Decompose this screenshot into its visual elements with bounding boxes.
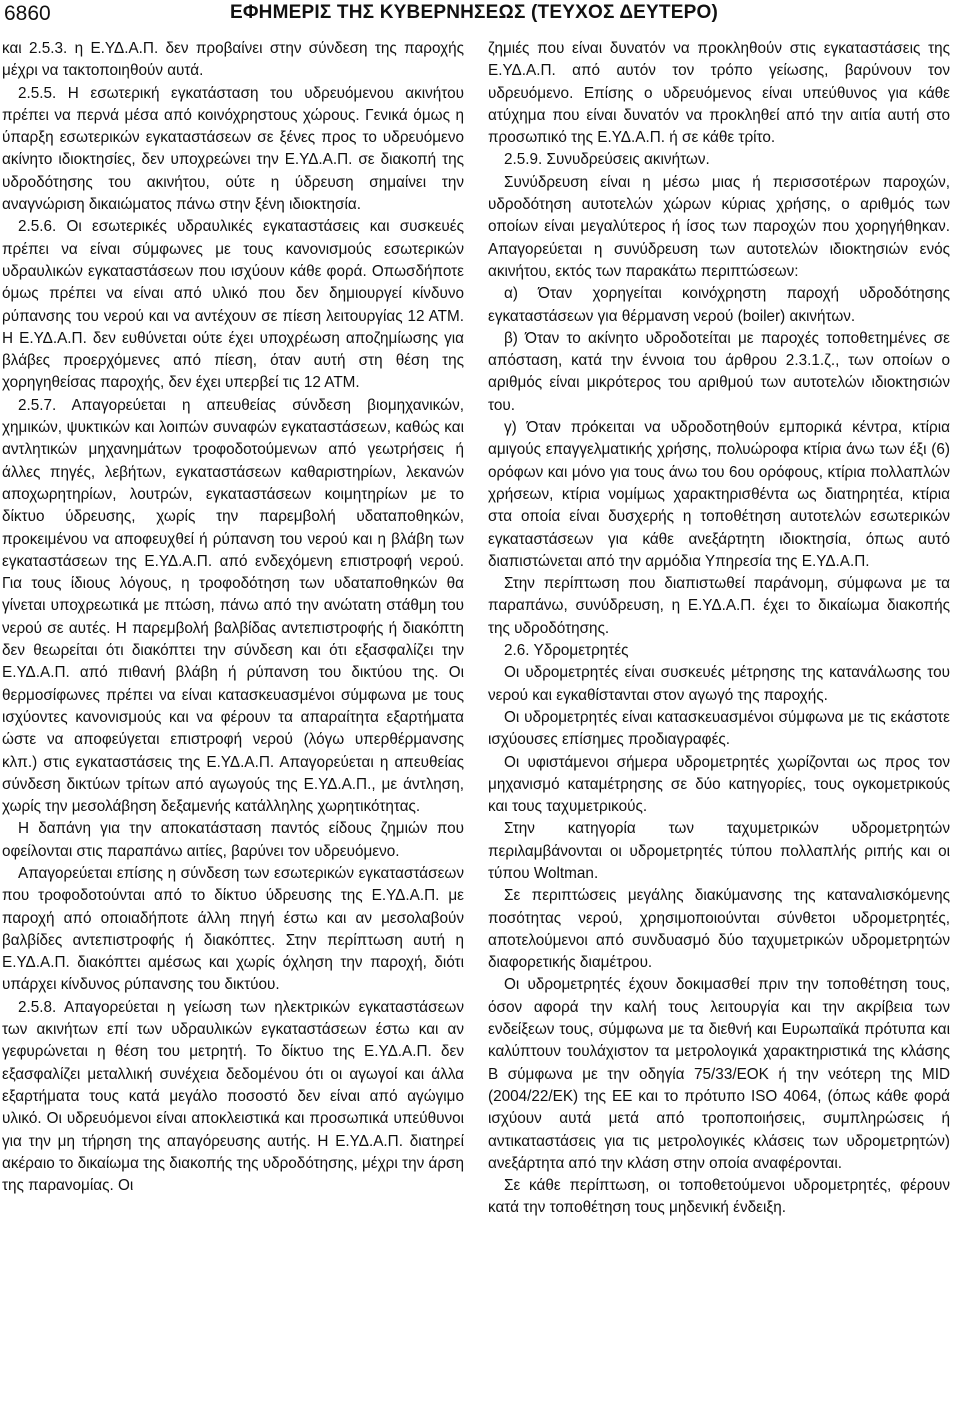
paragraph: Συνύδρευση είναι η μέσω μιας ή περισσοτέρων παροχών, υδροδότηση αυτοτελών χώρων κύριας χρήσης, ο αριθμός των οποίων είναι μεγαλύτερος ή ίσος των παροχών που χορηγήθηκαν. Απαγορεύεται η συνύδρευση των αυτοτελών ιδιοκτησιών ενός ακινήτου, εκτός των παρακάτω περιπτώσεων:: [488, 173, 950, 280]
left-column: [2, 38, 464, 1197]
paragraph: Οι υδρομετρητές είναι συσκευές μέτρησης της κατανάλωσης του νερού και εγκαθίστανται στον αγωγό της παροχής.: [488, 664, 950, 704]
paragraph: Οι υφιστάμενοι σήμερα υδρομετρητές χωρίζονται ως προς τον μηχανισμό καταμέτρησης σε δύο κατηγορίες, τους ογκομετρικούς και τους ταχυμετρικούς.: [488, 753, 950, 816]
paragraph: και 2.5.3. η Ε.ΥΔ.Α.Π. δεν προβαίνει στην σύνδεση της παροχής μέχρι να τακτοποιηθούν αυτά.: [2, 40, 464, 80]
paragraph: Η δαπάνη για την αποκατάσταση παντός είδους ζημιών που οφείλονται στις παραπάνω αιτίες, βαρύνει τον υδρευόμενο.: [2, 820, 464, 860]
paragraph: Στην κατηγορία των ταχυμετρικών υδρομετρητών περιλαμβάνονται οι υδρομετρητές τύπου πολλαπλής ριπής και οι τύπου Woltman.: [488, 820, 950, 882]
list-item: β) Όταν το ακίνητο υδροδοτείται με παροχές τοποθετημένες σε απόσταση, κατά την έννοια του άρθρου 2.3.1.ζ., των οποίων ο αριθμός είναι μικρότερος του αριθμού των αυτοτελών ιδιοκτησιών του.: [488, 329, 950, 414]
right-column: [488, 38, 950, 1220]
paragraph: Σε κάθε περίπτωση, οι τοποθετούμενοι υδρομετρητές, φέρουν κατά την τοποθέτηση τους μηδενική ένδειξη.: [488, 1177, 950, 1217]
paragraph: 2.5.6. Οι εσωτερικές υδραυλικές εγκαταστάσεις και συσκευές πρέπει να είναι σύμφωνες με τους κανονισμούς εσωτερικών υδραυλικών εγκαταστάσεων που ισχύουν κάθε φορά. Οπωσδήποτε όμως πρέπει να είναι από υλικό που δεν δημιουργεί κίνδυνο ρύπανσης του νερού και να αντέχουν σε πίεση λειτουργίας 12 ΑΤΜ. Η Ε.ΥΔ.Α.Π. δεν ευθύνεται ούτε έχει υποχρέωση αποζημίωσης για βλάβες προερχόμενες από πίεση, όταν αυτή στη θέση της χορηγηθείσας παροχής, δεν έχει υπερβεί τις 12 ΑΤΜ.: [2, 218, 464, 392]
page-number: 6860: [4, 2, 51, 25]
paragraph: 2.5.7. Απαγορεύεται η απευθείας σύνδεση βιομηχανικών, χημικών, ψυκτικών και λοιπών συναφών εγκαταστάσεων, καθώς και αντλητικών μηχανημάτων τροφοδοτούμενων από γεωτρήσεις ή άλλες πηγές, λεβήτων, εγκαταστάσεων καθαριστηρίων, λεκανών αποχωρητηρίων, λουτρών, εγκαταστάσεων κοιμητηρίων με το δίκτυο ύδρευσης, χωρίς την παρεμβολή υδαταποθηκών, προκειμένου να αποφευχθεί ή ρύπανση του νερού και η βλάβη των εγκαταστάσεων της Ε.ΥΔ.Α.Π. από ενδεχόμενη επιστροφή νερού. Για τους ίδιους λόγους, η τροφοδότηση των υδαταποθηκών θα γίνεται υποχρεωτικά με πτώση, πάνω από την ανώτατη στάθμη του νερού σε αυτές. Η παρεμβολή βαλβίδας αντεπιστροφής ή διακόπτη δεν θεωρείται ότι διακόπτει την σύνδεση και ότι εξασφαλίζει την Ε.ΥΔ.Α.Π. από πιθανή βλάβη ή ρύπανση του δικτύου της. Οι θερμοσίφωνες πρέπει να είναι κατασκευασμένοι σύμφωνα με τους ισχύοντες κανονισμούς και να φέρουν τα απαραίτητα εξαρτήματα ώστε να αποφεύγεται επιστροφή νερού (λόγω υπερθέρμανσης κλπ.) στις εγκαταστάσεις της Ε.ΥΔ.Α.Π. Απαγορεύεται η απευθείας σύνδεση δικτύων τρίτων από αγωγούς της Ε.ΥΔ.Α.Π., με άντληση, χωρίς την μεσολάβηση δεξαμενής κατάλληλης χωρητικότητας.: [2, 396, 464, 816]
section-heading: 2.5.9. Συνυδρεύσεις ακινήτων.: [504, 151, 710, 169]
paragraph: Στην περίπτωση που διαπιστωθεί παράνομη, σύμφωνα με τα παραπάνω, συνύδρευση, η Ε.ΥΔ.Α.Π. έχει το δικαίωμα διακοπής της υδροδότησης.: [488, 575, 950, 637]
paragraph: Οι υδρομετρητές είναι κατασκευασμένοι σύμφωνα με τις εκάστοτε ισχύουσες επίσημες προδιαγραφές.: [488, 708, 950, 749]
list-item: α) Όταν χορηγείται κοινόχρηστη παροχή υδροδότησης εγκαταστάσεων για θέρμανση νερού (boiler) ακινήτων.: [488, 285, 950, 325]
paragraph: ζημιές που είναι δυνατόν να προκληθούν στις εγκαταστάσεις της Ε.ΥΔ.Α.Π. από αυτόν τον τρόπο γείωσης, βαρύνουν τον υδρευόμενο. Επίσης ο υδρευόμενος είναι υπεύθυνος για κάθε ατύχημα που είναι δυνατόν να προκληθεί από την αιτία αυτή στο προσωπικό της Ε.ΥΔ.Α.Π. ή σε κάθε τρίτο.: [488, 40, 950, 147]
list-item: γ) Όταν πρόκειται να υδροδοτηθούν εμπορικά κέντρα, κτίρια αμιγούς επαγγελματικής χρήσης, πολυώροφα κτίρια άνω των έξι (6) ορόφων και μόνο για τους άνω του 6ου ορόφους, κτίρια πολλαπλών χρήσεων, κτίρια νομίμως χαρακτηρισθέντα ως διατηρητέα, κτίρια στα οποία είναι δυσχερής η τοποθέτηση αυτοτελών εσωτερικών εγκαταστάσεων για κάθε ανεξάρτητη ιδιοκτησία, όπως αυτό διαπιστώνεται από την αρμόδια Υπηρεσία της Ε.ΥΔ.Α.Π.: [488, 419, 950, 570]
paragraph: Σε περιπτώσεις μεγάλης διακύμανσης της καταναλισκόμενης ποσότητας νερού, χρησιμοποιούνται σύνθετοι υδρομετρητές, αποτελούμενοι από συνδυασμό δύο ταχυμετρικών υδρομετρητών διαφορετικής διαμέτρου.: [488, 887, 950, 972]
paragraph: 2.5.5. Η εσωτερική εγκατάσταση του υδρευόμενου ακινήτου πρέπει να περνά μέσα από κοινόχρηστους χώρους. Γενικά όμως η ύπαρξη εσωτερικών εγκαταστάσεων σε ξένες προς το υδρευόμενο ακίνητο ιδιοκτησίες, δεν υποχρεώνει την Ε.ΥΔ.Α.Π. σε διακοπή της υδροδότησης του ακινήτου, ούτε η ύδρευση σημαίνει την αναγνώριση δικαιώματος πάνω στην ξένη ιδιοκτησία.: [2, 84, 464, 214]
gazette-title: ΕΦΗΜΕΡΙΣ ΤΗΣ ΚΥΒΕΡΝΗΣΕΩΣ (ΤΕΥΧΟΣ ΔΕΥΤΕΡΟ): [230, 2, 718, 23]
paragraph: Οι υδρομετρητές έχουν δοκιμασθεί πριν την τοποθέτηση τους, όσον αφορά την καλή τους λειτουργία και την ακρίβεια των ενδείξεων τους, σύμφωνα με τα διεθνή και Ευρωπαϊκά πρότυπα και καλύπτουν τουλάχιστον τα μετρολογικά χαρακτηριστικά της κλάσης Β σύμφωνα με την οδηγία 75/33/ΕΟΚ ή την νεότερη της MID (2004/22/ΕΚ) της ΕΕ και το πρότυπο ISO 4064, (όπως κάθε φορά ισχύουν αυτά μετά από τροποποιήσεις, συμπληρώσεις ή αντικαταστάσεις για τις μετρολογικές κλάσεις των υδρομετρητών) ανεξάρτητα από την κλάση στην οποία αναφέρονται.: [488, 976, 950, 1172]
paragraph: 2.5.8. Απαγορεύεται η γείωση των ηλεκτρικών εγκαταστάσεων των ακινήτων επί των υδραυλικών εγκαταστάσεων έστω και αν γεφυρώνεται η θέση του μετρητή. Το δίκτυο της Ε.ΥΔ.Α.Π. δεν εξασφαλίζει μεταλλική συνέχεια δεδομένου ότι οι αγωγοί και άλλα εξαρτήματα τους κατά μεγάλο ποσοστό δεν είναι από αγώγιμο υλικό. Οι υδρευόμενοι είναι αποκλειστικά και προσωπικά υπεύθυνοι για την μη τήρηση της απαγόρευσης αυτής. Η Ε.ΥΔ.Α.Π. διατηρεί ακέραιο το δικαίωμα της διακοπής της υδροδότησης, μέχρι την άρση της παρανομίας. Οι: [2, 998, 464, 1195]
paragraph: Απαγορεύεται επίσης η σύνδεση των εσωτερικών εγκαταστάσεων που τροφοδοτούνται από το δίκτυο ύδρευσης της Ε.ΥΔ.Α.Π. με παροχή από οποιαδήποτε άλλη πηγή έστω και αν μεσολαβούν βαλβίδες αντεπιστροφής ή διακόπτες. Στην περίπτωση αυτή η Ε.ΥΔ.Α.Π. διακόπτει αμέσως και χωρίς όχληση την παροχή, διότι υπάρχει κίνδυνος ρύπανσης του δικτύου.: [2, 864, 464, 994]
section-heading: 2.6. Υδρομετρητές: [504, 642, 629, 660]
page-header: [0, 2, 960, 28]
